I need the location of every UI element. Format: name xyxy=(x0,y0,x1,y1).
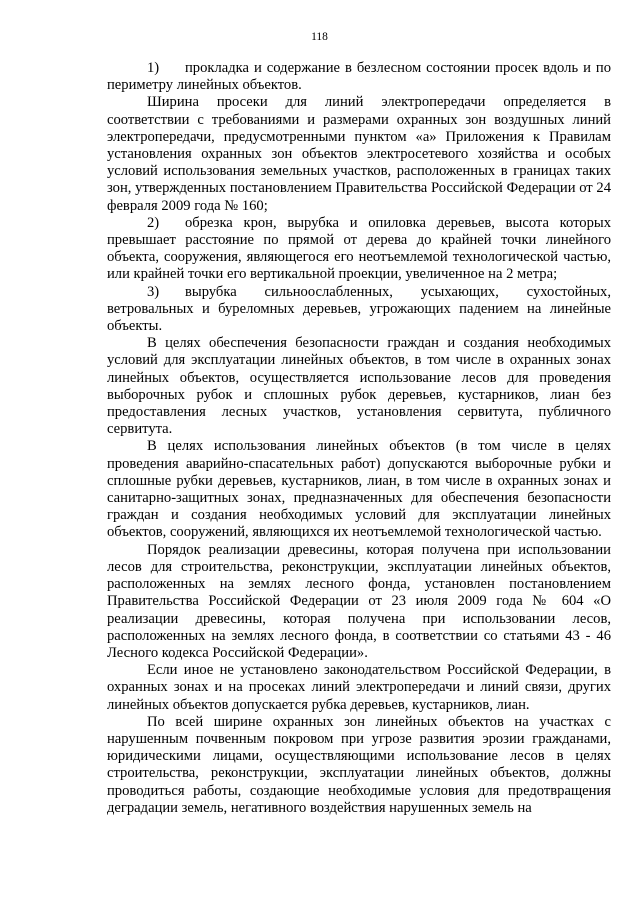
list-item-text: прокладка и содержание в безлесном состоянии просек вдоль и по периметру линейных объектов. xyxy=(107,60,611,94)
list-item-text: вырубка сильноослабленных, усыхающих, сухостойных, ветровальных и буреломных деревьев, угрожающих падением на линейные объекты. xyxy=(107,283,611,335)
paragraph: В целях использования линейных объектов (в том числе в целях проведения аварийно-спасательных работ) допускаются выборочные рубки и сплошные рубки деревьев, кустарников, лиан, в том числе в охранных зонах и санитарно-защитных зонах, предназначенных для обеспечения безопасности граждан и создания необходимых условий для эксплуатации линейных объектов, сооружений, являющихся их неотъемлемой технологической частью. xyxy=(107,438,611,541)
list-item-paragraph xyxy=(107,60,611,94)
document-body xyxy=(107,60,611,817)
list-item-text: обрезка крон, вырубка и опиловка деревьев, высота которых превышает расстояние по прямой от дерева до крайней точки линейного объекта, сооружения, являющегося его неотъемлемой технологической частью, или крайней точки его вертикальной проекции, увеличенное на 2 метра; xyxy=(107,214,611,283)
paragraph: По всей ширине охранных зон линейных объектов на участках с нарушенным почвенным покровом при угрозе развития эрозии гражданами, юридическими лицами, осуществляющими использование лесов в целях строительства, реконструкции, эксплуатации линейных объектов, должны проводиться работы, создающие необходимые условия для предотвращения деградации земель, негативного воздействия нарушенных земель на xyxy=(107,713,611,816)
list-item-number: 2) xyxy=(147,214,160,231)
list-item-number: 3) xyxy=(147,283,160,300)
paragraph: Ширина просеки для линий электропередачи определяется в соответствии с требованиями и размерами охранных зон воздушных линий электропередачи, предусмотренными пунктом «а» Приложения к Правилам установления охранных зон объектов электросетевого хозяйства и особых условий использования земельных участков, расположенных в границах таких зон, утвержденных постановлением Правительства Российской Федерации от 24 февраля 2009 года № 160; xyxy=(107,94,611,214)
paragraph: В целях обеспечения безопасности граждан и создания необходимых условий для эксплуатации линейных объектов, в том числе в охранных зонах линейных объектов, осуществляется использование лесов для проведения выборочных рубок и сплошных рубок деревьев, кустарников, лиан без предоставления лесных участков, установления сервитута, публичного сервитута. xyxy=(107,335,611,438)
paragraph: Порядок реализации древесины, которая получена при использовании лесов для строительства, реконструкции, эксплуатации линейных объектов, расположенных на землях лесного фонда, установлен постановлением Правительства Российской Федерации от 23 июля 2009 года № 604 «О реализации древесины, которая получена при использовании лесов, расположенных на землях лесного фонда, в соответствии со статьями 43 - 46 Лесного кодекса Российской Федерации». xyxy=(107,541,611,661)
list-item-paragraph xyxy=(107,284,611,336)
paragraph: Если иное не установлено законодательством Российской Федерации, в охранных зонах и на просеках линий электропередачи и линий связи, других линейных объектов допускается рубка деревьев, кустарников, лиан. xyxy=(107,662,611,713)
list-item-number: 1) xyxy=(147,60,160,76)
page-number: 118 xyxy=(311,31,328,43)
list-item-paragraph xyxy=(107,215,611,284)
